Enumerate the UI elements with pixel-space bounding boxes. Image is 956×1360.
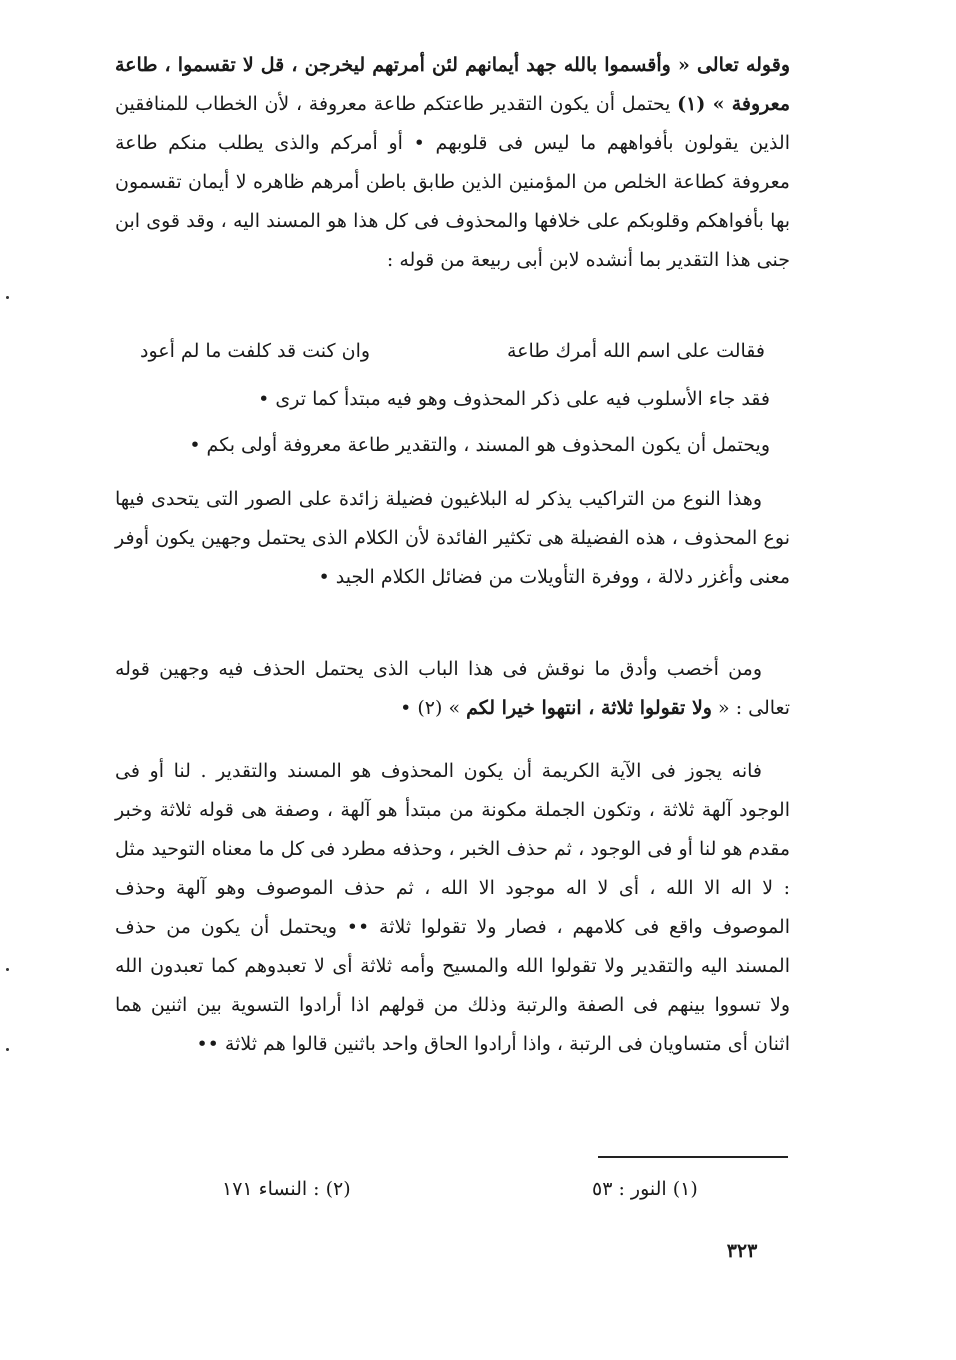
paragraph-4	[115, 752, 790, 1064]
scan-speck	[6, 968, 9, 971]
footnote-2: (٢) : النساء ١٧١	[222, 1178, 351, 1200]
footnote-1: (١) النور : ٥٣	[592, 1178, 698, 1200]
verse-commentary-line-1: فقد جاء الأسلوب فيه على ذكر المحذوف وهو فيه مبتدأ كما ترى •	[258, 388, 770, 410]
verse-commentary-line-2: ويحتمل أن يكون المحذوف هو المسند ، والتقدير طاعة معروفة أولى بكم •	[189, 434, 770, 456]
paragraph-1-text: يحتمل أن يكون التقدير طاعتكم طاعة معروفة ، لأن الخطاب للمنافقين الذين يقولون بأفواههم ما ليس فى قلوبهم • أو أمركم والذى يطلب منكم طاعة معروفة كطاعة الخلص من المؤمنين الذين طابق باطن أمرهم ظاهره لا أيمان تقسمون بها بأفواهكم وقلوبكم على خلافها والمحذوف فى كل هذا هو المسند اليه ، وقد قوى ابن جنى هذا التقدير بما أنشده لابن أبى ربيعة من قوله :	[115, 93, 790, 271]
paragraph-4-text: فانه يجوز فى الآية الكريمة أن يكون المحذوف هو المسند والتقدير . لنا أو فى الوجود آلهة ثلاثة ، وتكون الجملة مكونة من مبتدأ هو آلهة ، وصفة هى قوله ثلاثة وخبر مقدم هو لنا أو فى الوجود ، ثم حذف الخبر ، وحذفه مطرد فى كل ما معناه التوحيد مثل : لا اله الا الله ، أى لا اله موجود الا الله ، ثم حذف الموصوف وهو آلهة وحذف الموصوف واقع فى كلامهم ، فصار ولا تقولوا ثلاثة •• ويحتمل أن يكون من حذف المسند اليه والتقدير ولا تقولوا الله والمسيح وأمه ثلاثة أى لا تعبدوهم كما تعبدون الله ولا تسووا بينهم فى الصفة والرتبة وذلك من قولهم اذا أرادوا التسوية بين اثنين هما اثنان أى متساويان فى الرتبة ، واذا أرادوا الحاق واحد باثنين قالوا هم ثلاثة ••	[115, 760, 790, 1055]
paragraph-3-text-before: ومن أخصب وأدق ما نوقش فى هذا الباب الذى يحتمل الحذف فيه وجهين قوله تعالى : «	[115, 658, 790, 719]
paragraph-2-text: وهذا النوع من التراكيب يذكر له البلاغيون فضيلة زائدة على الصور التى يتحدى فيها نوع المحذوف ، هذه الفضيلة هى تكثير الفائدة لأن الكلام الذى يحتمل وجهين يكون أوفر معنى وأغزر دلالة ، ووفرة التأويلات من فضائل الكلام الجيد •	[115, 488, 790, 588]
scan-speck	[6, 296, 9, 299]
quranic-quote-bold: ولا تقولوا ثلاثة ، انتهوا خيرا لكم	[466, 697, 712, 719]
paragraph-3-text-after: » (٢) •	[400, 697, 467, 719]
verse-first-hemistich: فقالت على اسم الله أمرك طاعة	[506, 340, 765, 362]
paragraph-2	[115, 480, 790, 597]
footnote-divider	[598, 1156, 788, 1158]
poetry-verse	[140, 336, 765, 366]
page-number: ٣٢٣	[726, 1240, 758, 1262]
verse-second-hemistich: وان كنت قد كلفت ما لم أعود	[140, 340, 371, 362]
paragraph-3	[115, 650, 790, 728]
scan-speck	[6, 1048, 9, 1051]
quranic-verse-bold: وقوله تعالى « وأقسموا بالله جهد أيمانهم لئن أمرتهم ليخرجن ، قل لا تقسموا ، طاعة معروفة » (١)	[115, 54, 790, 115]
paragraph-1	[115, 46, 790, 280]
